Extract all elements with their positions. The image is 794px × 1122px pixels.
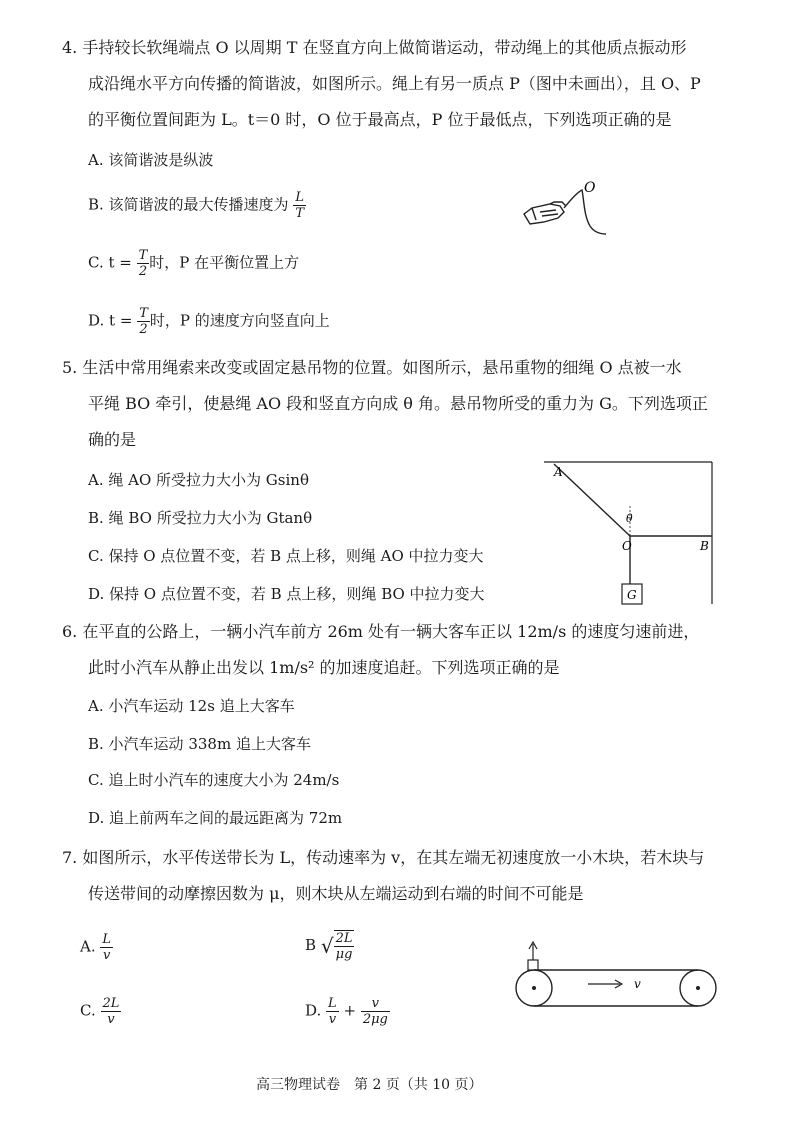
q4-option-b-fraction bbox=[293, 190, 306, 221]
q7-option-d bbox=[305, 996, 390, 1027]
q7-option-b-fraction bbox=[334, 930, 355, 962]
q6-option-c: C. 追上时小汽车的速度大小为 24m/s bbox=[88, 771, 340, 789]
fraction-denominator: 2μg bbox=[362, 1012, 388, 1027]
fraction-numerator: 2L bbox=[335, 931, 353, 946]
q4-option-d-fraction bbox=[137, 306, 150, 337]
q4-option-c-text: 时，P 在平衡位置上方 bbox=[149, 253, 300, 272]
fraction-numerator: L bbox=[102, 932, 112, 947]
q7-option-b-sqrt bbox=[321, 930, 355, 962]
hand-icon bbox=[524, 202, 566, 224]
sqrt-sign-icon: √ bbox=[320, 934, 334, 958]
fraction-denominator: v bbox=[328, 1012, 337, 1027]
q4-stem-line3: 的平衡位置间距为 L。t＝0 时，O 位于最高点，P 位于最低点，下列选项正确的是 bbox=[88, 110, 672, 129]
q7-option-d-fraction-1 bbox=[326, 996, 339, 1027]
q5-option-a: A. 绳 AO 所受拉力大小为 Gsinθ bbox=[88, 471, 309, 489]
q5-option-c: C. 保持 O 点位置不变，若 B 点上移，则绳 AO 中拉力变大 bbox=[88, 547, 484, 565]
fraction-denominator: 2 bbox=[139, 322, 148, 337]
q4-stem-line1: 4. 手持较长软绳端点 O 以周期 T 在竖直方向上做简谐运动，带动绳上的其他质点振动形 bbox=[62, 38, 687, 57]
q6-stem-line2: 此时小汽车从静止出发以 1m/s² 的加速度追赶。下列选项正确的是 bbox=[88, 658, 560, 677]
point-o-label: O bbox=[622, 539, 632, 553]
q4-option-d-text: 时，P 的速度方向竖直向上 bbox=[149, 311, 330, 330]
fraction-denominator: 2 bbox=[138, 264, 148, 279]
velocity-v-label: v bbox=[634, 977, 641, 991]
q7-option-c bbox=[80, 996, 121, 1027]
point-a-label: A bbox=[554, 465, 563, 479]
q6-option-a: A. 小汽车运动 12s 追上大客车 bbox=[88, 697, 295, 715]
rope-line bbox=[564, 190, 606, 234]
q7-option-c-fraction bbox=[101, 996, 122, 1027]
plus-sign: + bbox=[343, 1001, 357, 1020]
rope-ao bbox=[554, 464, 630, 536]
q4-option-a: A. 该简谐波是纵波 bbox=[88, 151, 214, 169]
point-o-label: O bbox=[584, 180, 596, 196]
q7-option-b-label: B bbox=[305, 936, 317, 954]
fraction-denominator: v bbox=[103, 948, 111, 963]
point-b-label: B bbox=[700, 539, 709, 553]
q4-option-d bbox=[88, 306, 330, 337]
q7-option-a-fraction bbox=[100, 932, 113, 963]
q7-option-d-fraction-2 bbox=[361, 996, 390, 1027]
wood-block bbox=[528, 960, 538, 970]
q6-option-d: D. 追上前两车之间的最远距离为 72m bbox=[88, 809, 343, 827]
q5-stem-line3: 确的是 bbox=[88, 430, 137, 449]
fraction-numerator: 2L bbox=[102, 996, 120, 1011]
q7-stem-line1: 7. 如图所示，水平传送带长为 L，传动速率为 v，在其左端无初速度放一小木块，若木块与 bbox=[62, 848, 705, 867]
q7-option-a-label: A. bbox=[80, 937, 96, 956]
q5-option-d: D. 保持 O 点位置不变，若 B 点上移，则绳 BO 中拉力变大 bbox=[88, 585, 485, 603]
fraction-numerator: T bbox=[138, 248, 148, 263]
q4-option-c-fraction bbox=[137, 248, 150, 279]
q4-option-c bbox=[88, 248, 299, 279]
q4-option-d-prefix: D. t = bbox=[88, 311, 133, 330]
q5-rope-figure bbox=[540, 460, 720, 610]
q4-option-c-prefix: C. t = bbox=[88, 253, 132, 272]
q7-conveyor-figure bbox=[512, 938, 722, 1010]
q4-hand-rope-figure bbox=[520, 180, 630, 250]
q5-stem-line2: 平绳 BO 牵引，使悬绳 AO 段和竖直方向成 θ 角。悬吊物所受的重力为 G。下列选项正 bbox=[88, 394, 708, 413]
fraction-denominator: μg bbox=[335, 947, 353, 962]
q7-option-c-label: C. bbox=[80, 1001, 96, 1020]
q6-stem-line1: 6. 在平直的公路上，一辆小汽车前方 26m 处有一辆大客车正以 12m/s 的速度匀速前进， bbox=[62, 622, 700, 641]
q7-option-b bbox=[305, 930, 354, 962]
fraction-denominator: v bbox=[107, 1012, 115, 1027]
q6-option-b: B. 小汽车运动 338m 追上大客车 bbox=[88, 735, 311, 753]
fraction-numerator: L bbox=[293, 190, 306, 206]
fraction-denominator: T bbox=[295, 206, 305, 221]
fraction-numerator: T bbox=[139, 306, 148, 321]
q4-option-b-text: B. 该简谐波的最大传播速度为 bbox=[88, 195, 289, 214]
fraction-numerator: v bbox=[361, 996, 390, 1012]
q4-option-b bbox=[88, 190, 306, 221]
q7-option-a bbox=[80, 932, 113, 963]
left-pulley-axle bbox=[532, 986, 536, 990]
q5-stem-line1: 5. 生活中常用绳索来改变或固定悬吊物的位置。如图所示，悬吊重物的细绳 O 点被一水 bbox=[62, 358, 682, 377]
fraction-numerator: L bbox=[328, 996, 337, 1011]
weight-g-label: G bbox=[627, 588, 637, 602]
q4-stem-line2: 成沿绳水平方向传播的简谐波，如图所示。绳上有另一质点 P（图中未画出），且 O、P bbox=[88, 74, 701, 93]
right-pulley-axle bbox=[696, 986, 700, 990]
q5-option-b: B. 绳 BO 所受拉力大小为 Gtanθ bbox=[88, 509, 313, 527]
q7-stem-line2: 传送带间的动摩擦因数为 μ，则木块从左端运动到右端的时间不可能是 bbox=[88, 884, 584, 903]
page-footer: 高三物理试卷 第 2 页（共 10 页） bbox=[256, 1077, 483, 1093]
q7-option-d-label: D. bbox=[305, 1001, 322, 1020]
theta-label: θ bbox=[626, 512, 633, 525]
